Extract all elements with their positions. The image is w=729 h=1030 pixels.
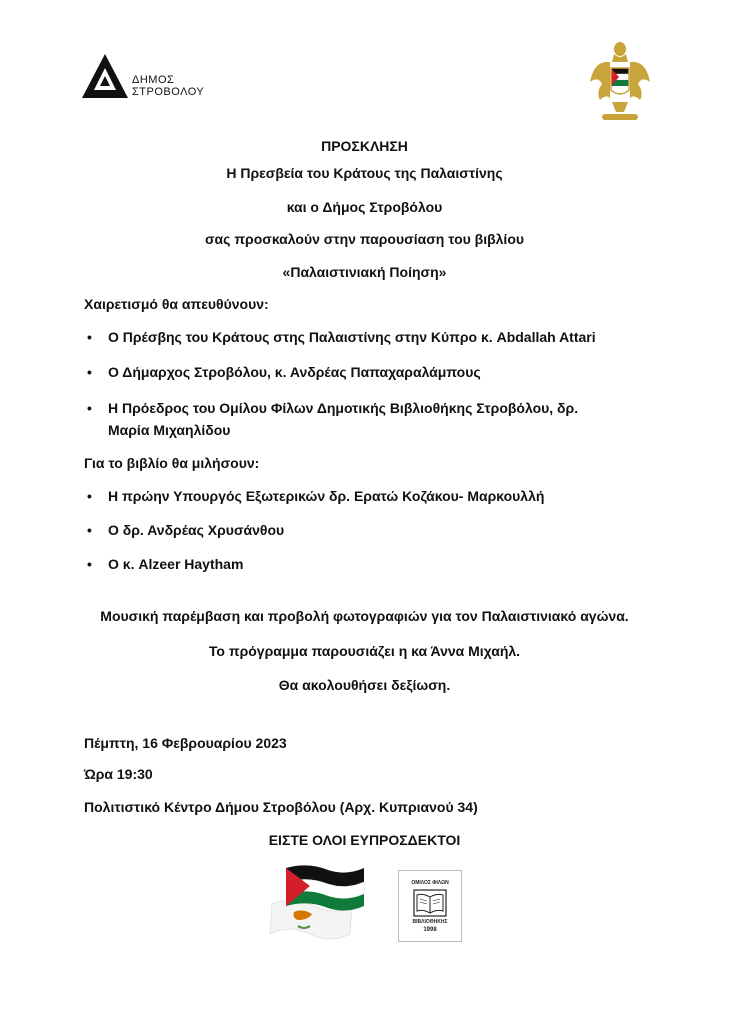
- invitation-line1: Η Πρεσβεία του Κράτους της Παλαιστίνης: [226, 165, 503, 181]
- speaker-item-text: Η πρώην Υπουργός Εξωτερικών δρ. Ερατώ Κοζάκου- Μαρκουλλή: [108, 488, 545, 504]
- greeting-item: [87, 364, 481, 380]
- municipality-logo-line1: ΔΗΜΟΣ: [132, 74, 175, 86]
- greeting-item-continuation: Μαρία Μιχαηλίδου: [108, 422, 231, 438]
- speaker-item-text: Ο κ. Alzeer Haytham: [108, 556, 244, 572]
- friends-logo-top-text: ΟΜΙΛΟΣ ΦΙΛΩΝ: [411, 880, 449, 886]
- event-date: Πέμπτη, 16 Φεβρουαρίου 2023: [84, 735, 287, 751]
- speaker-item: [87, 556, 244, 572]
- event-venue: Πολιτιστικό Κέντρο Δήμου Στροβόλου (Αρχ. Κυπριανού 34): [84, 799, 478, 815]
- invitation-heading: ΠΡΟΣΚΛΗΣΗ: [321, 138, 408, 154]
- program-line3: Θα ακολουθήσει δεξίωση.: [278, 677, 451, 693]
- municipality-logo: [80, 52, 215, 100]
- book-title: «Παλαιστινιακή Ποίηση»: [282, 264, 447, 280]
- bullet-icon: •: [87, 400, 92, 416]
- friends-logo-year: 1998: [423, 927, 437, 933]
- greetings-label: Χαιρετισμό θα απευθύνουν:: [84, 296, 269, 312]
- friends-library-logo: [398, 870, 462, 942]
- speaker-item: [87, 522, 285, 538]
- municipality-logo-line2: ΣΤΡΟΒΟΛΟΥ: [132, 86, 205, 98]
- speaker-item: [87, 488, 545, 504]
- municipality-triangle-icon: [80, 52, 130, 100]
- bullet-icon: •: [87, 329, 92, 345]
- event-time: Ώρα 19:30: [84, 766, 153, 782]
- friends-logo-bottom-text: ΒΙΒΛΙΟΘΗΚΗΣ: [412, 919, 448, 925]
- bullet-icon: •: [87, 488, 92, 504]
- welcome-message: ΕΙΣΤΕ ΟΛΟΙ ΕΥΠΡΟΣΔΕΚΤΟΙ: [268, 832, 461, 848]
- palestine-cyprus-flags-icon: [268, 862, 368, 942]
- open-book-icon: [413, 889, 447, 917]
- program-line1: Μουσική παρέμβαση και προβολή φωτογραφιών για τον Παλαιστινιακό αγώνα.: [100, 608, 629, 624]
- bullet-icon: •: [87, 364, 92, 380]
- greeting-item-text: Η Πρόεδρος του Ομίλου Φίλων Δημοτικής Βιβλιοθήκης Στροβόλου, δρ.: [108, 400, 579, 416]
- invitation-line2: και ο Δήμος Στροβόλου: [286, 199, 443, 215]
- greeting-item: [87, 400, 579, 416]
- greeting-item-text: Ο Δήμαρχος Στροβόλου, κ. Ανδρέας Παπαχαραλάμπους: [108, 364, 481, 380]
- speaker-item-text: Ο δρ. Ανδρέας Χρυσάνθου: [108, 522, 285, 538]
- bullet-icon: •: [87, 522, 92, 538]
- program-line2: Το πρόγραμμα παρουσιάζει η κα Άννα Μιχαήλ.: [208, 643, 521, 659]
- invitation-line3: σας προσκαλούν στην παρουσίαση του βιβλίου: [204, 231, 525, 247]
- palestine-eagle-emblem-icon: [588, 40, 652, 128]
- speakers-label: Για το βιβλίο θα μιλήσουν:: [84, 455, 260, 471]
- greeting-item: [87, 329, 596, 345]
- bullet-icon: •: [87, 556, 92, 572]
- greeting-item-text: Ο Πρέσβης του Κράτους στης Παλαιστίνης στην Κύπρο κ. Abdallah Attari: [108, 329, 596, 345]
